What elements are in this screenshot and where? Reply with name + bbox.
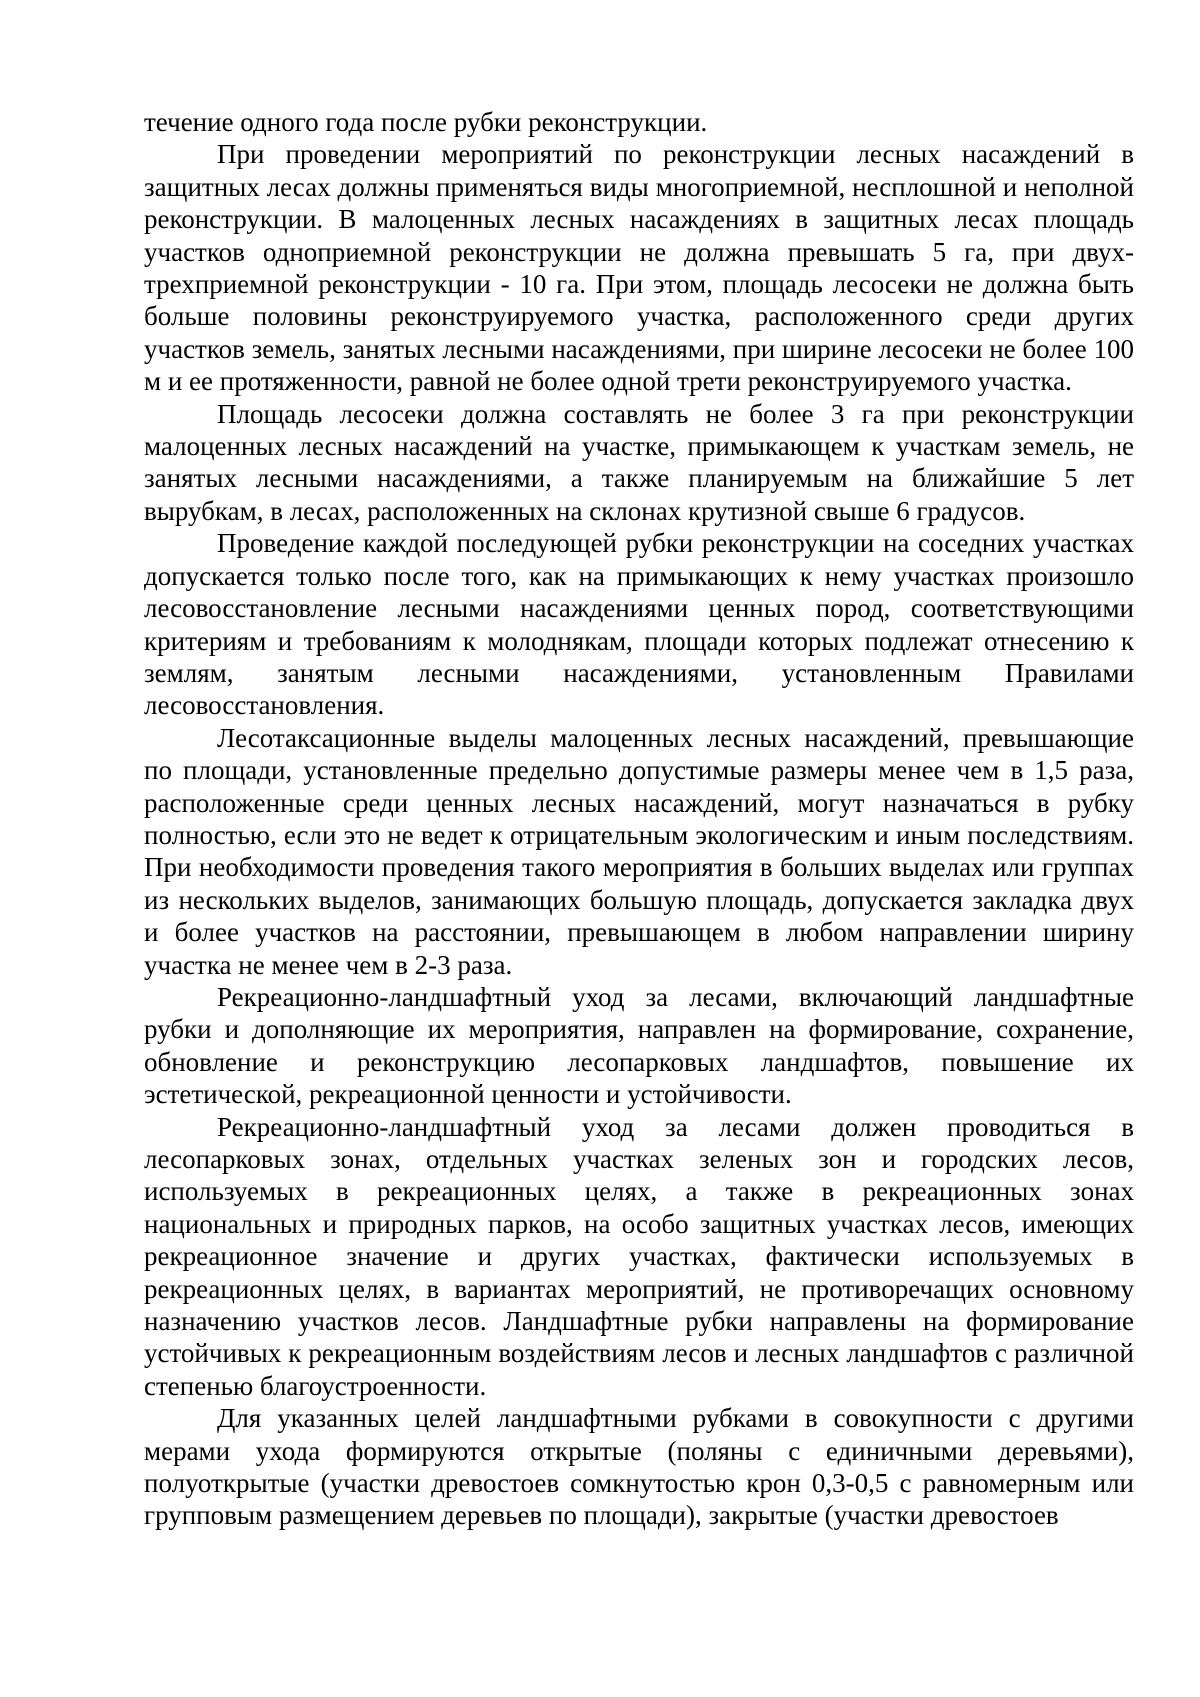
paragraph: Площадь лесосеки должна составлять не более 3 га при реконструкции малоценных лесных насаждений на участке, примыкающем к участкам земель, не занятых лесными насаждениями, а также планируемым на ближайшие 5 лет вырубкам, в лесах, расположенных на склонах крутизной свыше 6 градусов. — [144, 398, 1134, 526]
paragraph: течение одного года после рубки реконструкции. — [144, 107, 708, 137]
paragraph: Проведение каждой последующей рубки реконструкции на соседних участках допускается только после того, как на примыкающих к нему участках произошло лесовосстановление лесными насаждениями ценных пород, соответствующими критериям и требованиям к молоднякам, площади которых подлежат отнесению к землям, занятым лесными насаждениями, установленным Правилами лесовосстановления. — [144, 528, 1134, 721]
paragraph: Рекреационно-ландшафтный уход за лесами, включающий ландшафтные рубки и дополняющие их мероприятия, направлен на формирование, сохранение, обновление и реконструкцию лесопарковых ландшафтов, повышение их эстетической, рекреационной ценности и устойчивости. — [144, 981, 1134, 1110]
paragraph: При проведении мероприятий по реконструкции лесных насаждений в защитных лесах должны применяться виды многоприемной, несплошной и неполной реконструкции. В малоценных лесных насаждениях в защитных лесах площадь участков одноприемной реконструкции не должна превышать 5 га, при двух-трехприемной реконструкции - 10 га. При этом, площадь лесосеки не должна быть больше половины реконструируемого участка, расположенного среди других участков земель, занятых лесными насаждениями, при ширине лесосеки не более 100 м и ее протяженности, равной не более одной трети реконструируемого участка. — [144, 139, 1134, 397]
paragraph: Рекреационно-ландшафтный уход за лесами должен проводиться в лесопарковых зонах, отдельных участках зеленых зон и городских лесов, используемых в рекреационных целях, а также в рекреационных зонах национальных и природных парков, на особо защитных участках лесов, имеющих рекреационное значение и других участках, фактически используемых в рекреационных целях, в вариантах мероприятий, не противоречащих основному назначению участков лесов. Ландшафтные рубки направлены на формирование устойчивых к рекреационным воздействиям лесов и лесных ландшафтов с различной степенью благоустроенности. — [144, 1111, 1134, 1401]
paragraph: Лесотаксационные выделы малоценных лесных насаждений, превышающие по площади, установленные предельно допустимые размеры менее чем в 1,5 раза, расположенные среди ценных лесных насаждений, могут назначаться в рубку полностью, если это не ведет к отрицательным экологическим и иным последствиям. При необходимости проведения такого мероприятия в больших выделах или группах из нескольких выделов, занимающих большую площадь, допускается закладка двух и более участков на расстоянии, превышающем в любом направлении ширину участка не менее чем в 2-3 раза. — [144, 722, 1134, 980]
paragraph: Для указанных целей ландшафтными рубками в совокупности с другими мерами ухода формируются открытые (поляны с единичными деревьями), полуоткрытые (участки древостоев сомкнутостью крон 0,3-0,5 с равномерным или групповым размещением деревьев по площади), закрытые (участки древостоев — [144, 1403, 1134, 1531]
document-page — [144, 106, 1134, 1532]
